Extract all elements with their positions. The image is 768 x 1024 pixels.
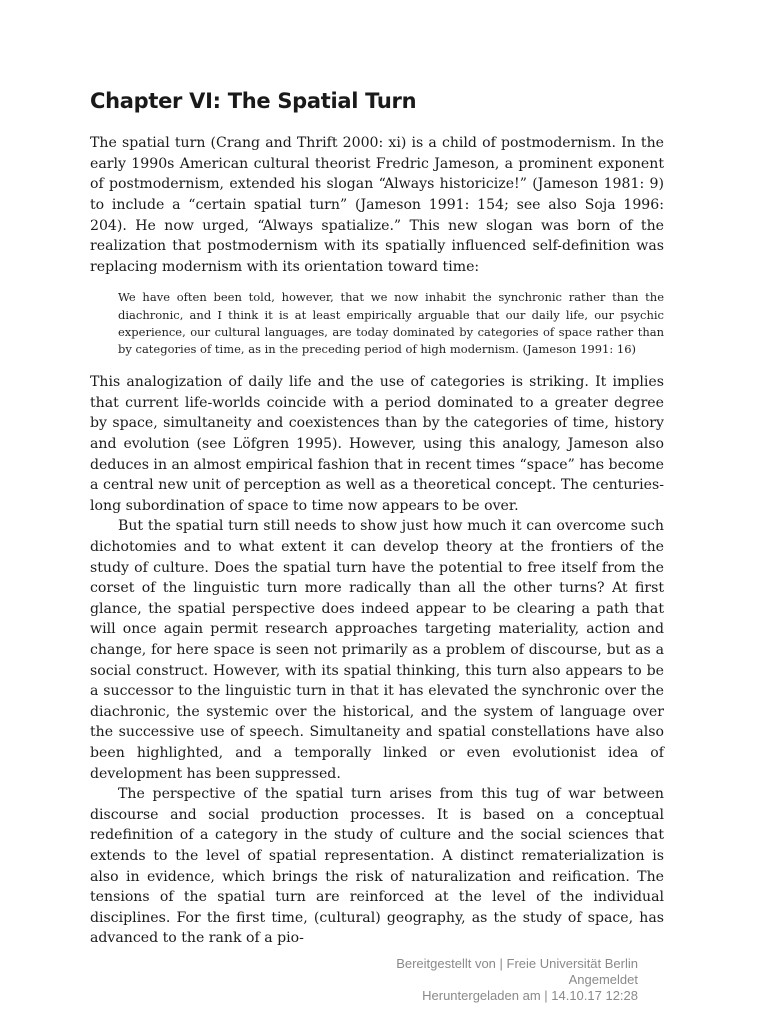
paragraph-dichotomies: But the spatial turn still needs to show just how much it can overcome such dichotomies and to what extent it can develop theory at the frontiers of the study of culture. Does the spatial turn have the potential to free itself from the corset of the linguistic turn more radically than all the other turns? At first glance, the spatial perspective does indeed appear to be clearing a path that will once again permit research approaches targeting materiality, action and change, for here space is seen not primarily as a problem of discourse, but as a social construct. However, with its spatial thinking, this turn also appears to be a successor to the linguistic turn in that it has elevated the synchronic over the diachronic, the systemic over the historical, and the system of language over the successive use of speech. Simultaneity and spatial constellations have also been highlighted, and a temporally linked or even evolutionist idea of development has been suppressed. xyxy=(90,518,664,782)
paragraph-intro: The spatial turn (Crang and Thrift 2000: xi) is a child of postmodernism. In the early 1990s American cultural theorist Fredric Jameson, a prominent exponent of postmodernism, extended his slogan “Always historicize!” (Jameson 1981: 9) to include a “certain spatial turn” (Jameson 1991: 154; see also Soja 1996: 204). He now urged, “Always spatialize.” This new slogan was born of the realization that postmodernism with its spatially influenced self-definition was replacing modernism with its orientation toward time: xyxy=(90,135,664,275)
footer-download-date: Heruntergeladen am | 14.10.17 12:28 xyxy=(422,988,638,1003)
page-content xyxy=(90,88,664,949)
paragraph-analogization: This analogization of daily life and the use of categories is striking. It implies that current life-worlds coincide with a period dominated to a greater degree by space, simultaneity and coexistences than by the categories of time, history and evolution (see Löfgren 1995). However, using this analogy, Jameson also deduces in an almost empirical fashion that in recent times “space” has become a central new unit of perception as well as a theoretical concept. The centuries-long subordination of space to time now appears to be over. xyxy=(90,374,664,514)
footer-login-status: Angemeldet xyxy=(568,972,638,987)
block-quote: We have often been told, however, that we now inhabit the synchronic rather than the diachronic, and I think it is at least empirically arguable that our daily life, our psychic experience, our cultural languages, are today dominated by categories of space rather than by categories of time, as in the preceding period of high modernism. (Jameson 1991: 16) xyxy=(118,290,664,357)
footer-provider: Bereitgestellt von | Freie Universität Berlin xyxy=(396,956,638,971)
paragraph-perspective: The perspective of the spatial turn arises from this tug of war between discourse and social production processes. It is based on a conceptual redefinition of a category in the study of culture and the social sciences that extends to the level of spatial representation. A distinct rematerialization is also in evidence, which brings the risk of naturalization and reification. The tensions of the spatial turn are reinforced at the level of the individual disciplines. For the first time, (cultural) geography, as the study of space, has advanced to the rank of a pio- xyxy=(90,786,664,947)
chapter-title: Chapter VI: The Spatial Turn xyxy=(90,89,417,113)
download-footer xyxy=(396,956,638,1004)
